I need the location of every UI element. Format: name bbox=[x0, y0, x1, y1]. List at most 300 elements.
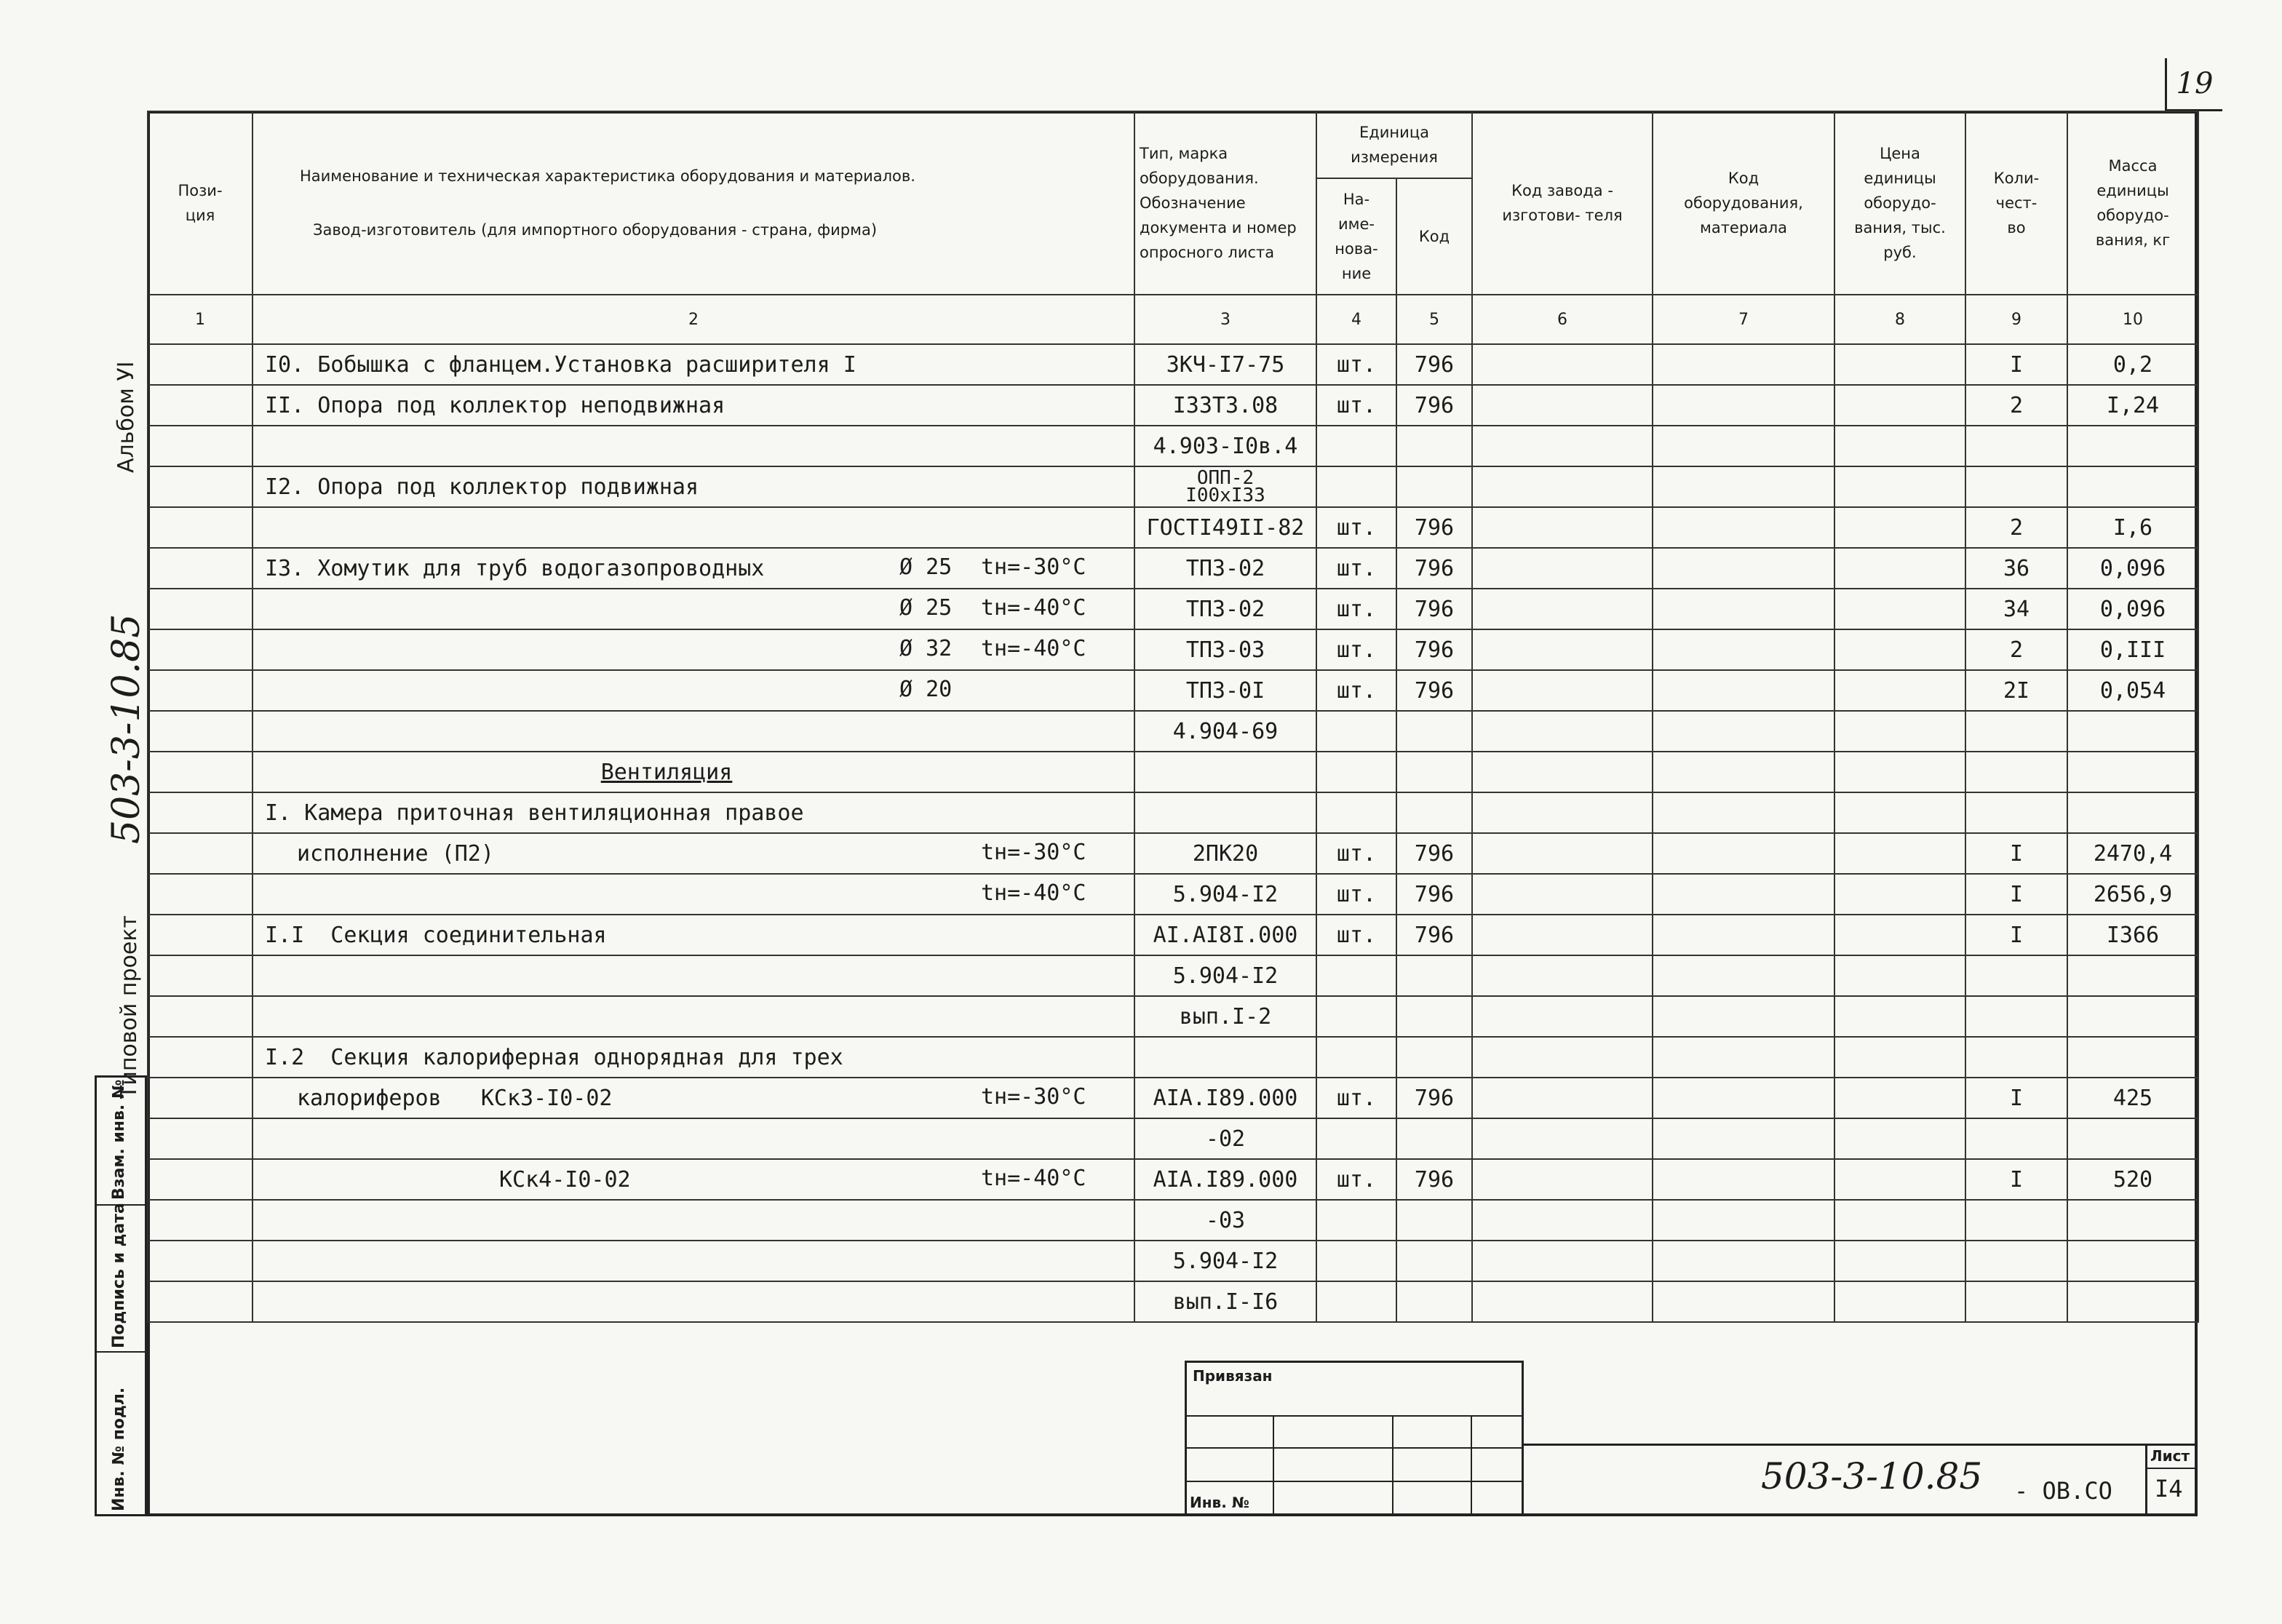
row-mass: 520 bbox=[2067, 1159, 2198, 1200]
row-price bbox=[1834, 466, 1965, 507]
row-name bbox=[253, 1037, 1134, 1078]
row-quantity: I bbox=[1965, 874, 2067, 915]
row-name bbox=[253, 507, 1134, 548]
table-row bbox=[148, 507, 2198, 548]
col-number: 4 bbox=[1316, 295, 1396, 344]
row-name bbox=[253, 1118, 1134, 1159]
header-equipment-code: Код оборудования, материала bbox=[1653, 111, 1834, 295]
row-type: ТП3-0I bbox=[1134, 670, 1316, 711]
row-equipment-code bbox=[1653, 1241, 1834, 1281]
row-unit: шт. bbox=[1316, 507, 1396, 548]
row-mass: I366 bbox=[2067, 915, 2198, 955]
row-equipment-code bbox=[1653, 833, 1834, 874]
row-plant-code bbox=[1472, 385, 1653, 426]
row-plant-code bbox=[1472, 670, 1653, 711]
row-mass: 0,054 bbox=[2067, 670, 2198, 711]
row-type: вып.I-2 bbox=[1134, 996, 1316, 1037]
sheet-corner-number: 19 bbox=[2165, 58, 2222, 111]
row-quantity bbox=[1965, 1281, 2067, 1322]
row-unit: шт. bbox=[1316, 589, 1396, 629]
row-position bbox=[148, 466, 253, 507]
row-price bbox=[1834, 711, 1965, 752]
row-plant-code bbox=[1472, 833, 1653, 874]
row-price bbox=[1834, 874, 1965, 915]
typical-project-label: Типовой проект bbox=[116, 915, 142, 1099]
row-unit-code bbox=[1396, 466, 1472, 507]
row-price bbox=[1834, 996, 1965, 1037]
row-plant-code bbox=[1472, 1037, 1653, 1078]
row-mass: 0,III bbox=[2067, 629, 2198, 670]
row-price bbox=[1834, 1281, 1965, 1322]
diameter-label: Ø 32 bbox=[899, 636, 953, 661]
specification-table bbox=[147, 111, 2199, 1323]
table-row bbox=[148, 1241, 2198, 1281]
row-position bbox=[148, 385, 253, 426]
row-plant-code bbox=[1472, 507, 1653, 548]
row-position bbox=[148, 996, 253, 1037]
header-unit-code: Код bbox=[1396, 178, 1472, 295]
row-plant-code bbox=[1472, 1078, 1653, 1118]
temperature-label: tн=-40°С bbox=[981, 636, 1086, 661]
row-type: -03 bbox=[1134, 1200, 1316, 1241]
row-position bbox=[148, 1159, 253, 1200]
row-unit-code: 796 bbox=[1396, 1159, 1472, 1200]
row-mass: I,6 bbox=[2067, 507, 2198, 548]
row-mass bbox=[2067, 711, 2198, 752]
row-unit: шт. bbox=[1316, 385, 1396, 426]
row-unit bbox=[1316, 466, 1396, 507]
footer-doc-suffix: - ОВ.СО bbox=[2014, 1477, 2112, 1505]
row-position bbox=[148, 629, 253, 670]
row-name bbox=[253, 955, 1134, 996]
row-unit-code bbox=[1396, 426, 1472, 466]
row-quantity: 36 bbox=[1965, 548, 2067, 589]
row-name bbox=[253, 752, 1134, 792]
table-row bbox=[148, 670, 2198, 711]
row-type bbox=[1134, 752, 1316, 792]
row-quantity: 2 bbox=[1965, 507, 2067, 548]
row-quantity: 2 bbox=[1965, 629, 2067, 670]
row-position bbox=[148, 589, 253, 629]
row-quantity bbox=[1965, 792, 2067, 833]
header-row bbox=[148, 111, 2198, 178]
row-unit-code: 796 bbox=[1396, 507, 1472, 548]
row-equipment-code bbox=[1653, 1200, 1834, 1241]
row-name-text: II. Опора под коллектор неподвижная bbox=[265, 392, 725, 418]
row-price bbox=[1834, 344, 1965, 385]
row-plant-code bbox=[1472, 1200, 1653, 1241]
row-plant-code bbox=[1472, 915, 1653, 955]
row-unit bbox=[1316, 792, 1396, 833]
header-name: Наименование и техническая характеристика оборудования и материалов. Завод-изготовитель (для импортного оборудования - страна, фирма) bbox=[253, 111, 1134, 295]
row-position bbox=[148, 833, 253, 874]
row-equipment-code bbox=[1653, 792, 1834, 833]
row-name bbox=[253, 1281, 1134, 1322]
row-price bbox=[1834, 1078, 1965, 1118]
row-equipment-code bbox=[1653, 589, 1834, 629]
row-type: 5.904-I2 bbox=[1134, 874, 1316, 915]
stamp-replace-label: Взам. инв. № bbox=[110, 1079, 128, 1200]
row-unit-code: 796 bbox=[1396, 629, 1472, 670]
row-mass bbox=[2067, 996, 2198, 1037]
row-equipment-code bbox=[1653, 385, 1834, 426]
row-unit bbox=[1316, 1118, 1396, 1159]
row-price bbox=[1834, 507, 1965, 548]
row-plant-code bbox=[1472, 466, 1653, 507]
row-price bbox=[1834, 1037, 1965, 1078]
row-plant-code bbox=[1472, 792, 1653, 833]
header-quantity: Коли- чест- во bbox=[1965, 111, 2067, 295]
row-price bbox=[1834, 833, 1965, 874]
row-price bbox=[1834, 426, 1965, 466]
temperature-label: tн=-40°С bbox=[981, 1166, 1086, 1191]
row-position bbox=[148, 752, 253, 792]
row-price bbox=[1834, 629, 1965, 670]
col-number: 9 bbox=[1965, 295, 2067, 344]
row-type: ОПП-2 I00хI33 bbox=[1134, 466, 1316, 507]
row-plant-code bbox=[1472, 1281, 1653, 1322]
row-type bbox=[1134, 1037, 1316, 1078]
col-number: 5 bbox=[1396, 295, 1472, 344]
diameter-label: Ø 25 bbox=[899, 595, 953, 621]
row-type: 4.904-69 bbox=[1134, 711, 1316, 752]
row-plant-code bbox=[1472, 426, 1653, 466]
row-unit bbox=[1316, 1037, 1396, 1078]
row-unit: шт. bbox=[1316, 833, 1396, 874]
row-name bbox=[253, 1078, 1134, 1118]
row-type: 5.904-I2 bbox=[1134, 955, 1316, 996]
temperature-label: tн=-30°С bbox=[981, 840, 1086, 865]
row-plant-code bbox=[1472, 344, 1653, 385]
table-row bbox=[148, 589, 2198, 629]
diameter-label: Ø 20 bbox=[899, 677, 953, 702]
project-code-vertical: 503-3-10.85 bbox=[105, 613, 148, 844]
table-row bbox=[148, 1281, 2198, 1322]
table-row bbox=[148, 385, 2198, 426]
header-price: Цена единицы оборудо- вания, тыс. руб. bbox=[1834, 111, 1965, 295]
row-plant-code bbox=[1472, 1159, 1653, 1200]
header-unit-name: На- име- нова- ние bbox=[1316, 178, 1396, 295]
row-quantity bbox=[1965, 466, 2067, 507]
row-price bbox=[1834, 670, 1965, 711]
sheet-value: I4 bbox=[2155, 1475, 2183, 1502]
row-unit: шт. bbox=[1316, 915, 1396, 955]
row-unit-code: 796 bbox=[1396, 670, 1472, 711]
row-mass bbox=[2067, 1037, 2198, 1078]
row-mass bbox=[2067, 792, 2198, 833]
row-type bbox=[1134, 792, 1316, 833]
row-quantity: I bbox=[1965, 915, 2067, 955]
row-equipment-code bbox=[1653, 344, 1834, 385]
table-row bbox=[148, 344, 2198, 385]
row-price bbox=[1834, 1118, 1965, 1159]
row-mass: 0,2 bbox=[2067, 344, 2198, 385]
row-position bbox=[148, 955, 253, 996]
row-type: ТП3-02 bbox=[1134, 589, 1316, 629]
col-number: 1 bbox=[148, 295, 253, 344]
row-unit-code bbox=[1396, 711, 1472, 752]
row-type: ТП3-03 bbox=[1134, 629, 1316, 670]
row-price bbox=[1834, 752, 1965, 792]
row-unit: шт. bbox=[1316, 1078, 1396, 1118]
sheet-label: Лист bbox=[2150, 1447, 2190, 1465]
row-position bbox=[148, 1281, 253, 1322]
footer-divider bbox=[1524, 1444, 2198, 1446]
row-name-text: калориферов КСк3-I0-02 bbox=[297, 1085, 613, 1111]
table-row bbox=[148, 1037, 2198, 1078]
row-quantity bbox=[1965, 955, 2067, 996]
row-position bbox=[148, 1241, 253, 1281]
row-quantity: 2I bbox=[1965, 670, 2067, 711]
stamp-inv-label: Инв. № подл. bbox=[110, 1387, 128, 1511]
album-label: Альбом УI bbox=[114, 361, 139, 473]
row-unit-code bbox=[1396, 1241, 1472, 1281]
row-name bbox=[253, 548, 1134, 589]
row-quantity bbox=[1965, 711, 2067, 752]
row-mass bbox=[2067, 1241, 2198, 1281]
table-row bbox=[148, 874, 2198, 915]
row-plant-code bbox=[1472, 752, 1653, 792]
row-unit-code bbox=[1396, 1118, 1472, 1159]
table-row bbox=[148, 1118, 2198, 1159]
row-price bbox=[1834, 955, 1965, 996]
row-equipment-code bbox=[1653, 629, 1834, 670]
row-type: -02 bbox=[1134, 1118, 1316, 1159]
row-mass bbox=[2067, 1118, 2198, 1159]
row-quantity bbox=[1965, 1118, 2067, 1159]
row-plant-code bbox=[1472, 874, 1653, 915]
privyazan-label: Привязан bbox=[1193, 1367, 1273, 1385]
header-plant-code: Код завода - изготови- теля bbox=[1472, 111, 1653, 295]
row-unit-code bbox=[1396, 996, 1472, 1037]
row-name bbox=[253, 1241, 1134, 1281]
row-name-text: I.2 Секция калориферная однорядная для трех bbox=[265, 1044, 843, 1070]
row-name-text: I.I Секция соединительная bbox=[265, 922, 607, 948]
binding-stamp bbox=[1185, 1361, 1524, 1516]
header-position: Пози- ция bbox=[148, 111, 253, 295]
row-unit bbox=[1316, 996, 1396, 1037]
row-plant-code bbox=[1472, 1118, 1653, 1159]
row-name-text: КСк4-I0-02 bbox=[499, 1166, 631, 1193]
col-number: 2 bbox=[253, 295, 1134, 344]
row-price bbox=[1834, 1241, 1965, 1281]
row-unit: шт. bbox=[1316, 1159, 1396, 1200]
table-row bbox=[148, 996, 2198, 1037]
row-position bbox=[148, 1200, 253, 1241]
table-row bbox=[148, 833, 2198, 874]
row-type: АIА.I89.000 bbox=[1134, 1078, 1316, 1118]
row-name bbox=[253, 996, 1134, 1037]
header-mass: Масса единицы оборудо- вания, кг bbox=[2067, 111, 2198, 295]
row-name bbox=[253, 711, 1134, 752]
row-plant-code bbox=[1472, 996, 1653, 1037]
row-name-text: исполнение (П2) bbox=[297, 840, 494, 867]
row-name-text: I2. Опора под коллектор подвижная bbox=[265, 474, 699, 500]
row-plant-code bbox=[1472, 955, 1653, 996]
table-row bbox=[148, 1078, 2198, 1118]
row-price bbox=[1834, 548, 1965, 589]
row-name-text: I3. Хомутик для труб водогазопроводных bbox=[265, 555, 765, 581]
row-quantity: I bbox=[1965, 344, 2067, 385]
row-plant-code bbox=[1472, 548, 1653, 589]
row-position bbox=[148, 548, 253, 589]
row-equipment-code bbox=[1653, 752, 1834, 792]
row-unit-code: 796 bbox=[1396, 1078, 1472, 1118]
row-equipment-code bbox=[1653, 1159, 1834, 1200]
table-row bbox=[148, 792, 2198, 833]
col-number: 7 bbox=[1653, 295, 1834, 344]
row-type: АI.АI8I.000 bbox=[1134, 915, 1316, 955]
table-row bbox=[148, 752, 2198, 792]
row-quantity bbox=[1965, 1037, 2067, 1078]
row-price bbox=[1834, 385, 1965, 426]
row-price bbox=[1834, 589, 1965, 629]
row-price bbox=[1834, 792, 1965, 833]
row-equipment-code bbox=[1653, 466, 1834, 507]
footer-doc-code: 503-3-10.85 bbox=[1761, 1455, 1983, 1497]
row-name-text: I. Камера приточная вентиляционная правое bbox=[265, 800, 804, 826]
row-position bbox=[148, 1118, 253, 1159]
row-unit: шт. bbox=[1316, 874, 1396, 915]
row-name bbox=[253, 344, 1134, 385]
row-quantity bbox=[1965, 752, 2067, 792]
table-row bbox=[148, 1200, 2198, 1241]
row-name bbox=[253, 833, 1134, 874]
row-equipment-code bbox=[1653, 996, 1834, 1037]
row-position bbox=[148, 711, 253, 752]
diameter-label: Ø 25 bbox=[899, 554, 953, 580]
row-mass: 2656,9 bbox=[2067, 874, 2198, 915]
col-number: 3 bbox=[1134, 295, 1316, 344]
row-equipment-code bbox=[1653, 1118, 1834, 1159]
row-type: 2ПК20 bbox=[1134, 833, 1316, 874]
row-mass bbox=[2067, 466, 2198, 507]
row-unit: шт. bbox=[1316, 344, 1396, 385]
row-quantity: I bbox=[1965, 1159, 2067, 1200]
column-numbers-row bbox=[148, 295, 2198, 344]
row-position bbox=[148, 792, 253, 833]
row-type: 3КЧ-I7-75 bbox=[1134, 344, 1316, 385]
row-position bbox=[148, 915, 253, 955]
section-heading: Вентиляция bbox=[600, 759, 733, 785]
row-equipment-code bbox=[1653, 1037, 1834, 1078]
header-type: Тип, марка оборудования. Обозначение документа и номер опросного листа bbox=[1134, 111, 1316, 295]
row-unit-code bbox=[1396, 1037, 1472, 1078]
row-unit bbox=[1316, 1281, 1396, 1322]
row-name bbox=[253, 589, 1134, 629]
row-equipment-code bbox=[1653, 548, 1834, 589]
row-mass: 2470,4 bbox=[2067, 833, 2198, 874]
row-unit: шт. bbox=[1316, 670, 1396, 711]
row-position bbox=[148, 1078, 253, 1118]
row-equipment-code bbox=[1653, 1281, 1834, 1322]
row-position bbox=[148, 426, 253, 466]
row-quantity: I bbox=[1965, 1078, 2067, 1118]
row-equipment-code bbox=[1653, 1078, 1834, 1118]
table-row bbox=[148, 1159, 2198, 1200]
row-unit-code bbox=[1396, 1281, 1472, 1322]
row-unit: шт. bbox=[1316, 548, 1396, 589]
header-unit: Единица измерения bbox=[1316, 111, 1472, 178]
row-equipment-code bbox=[1653, 507, 1834, 548]
row-equipment-code bbox=[1653, 874, 1834, 915]
row-price bbox=[1834, 915, 1965, 955]
row-price bbox=[1834, 1200, 1965, 1241]
table-row bbox=[148, 711, 2198, 752]
row-quantity: 34 bbox=[1965, 589, 2067, 629]
row-unit bbox=[1316, 955, 1396, 996]
row-plant-code bbox=[1472, 711, 1653, 752]
row-position bbox=[148, 344, 253, 385]
row-mass bbox=[2067, 955, 2198, 996]
row-position bbox=[148, 507, 253, 548]
row-unit-code bbox=[1396, 792, 1472, 833]
row-unit bbox=[1316, 1241, 1396, 1281]
col-number: 6 bbox=[1472, 295, 1653, 344]
row-unit bbox=[1316, 426, 1396, 466]
row-unit-code: 796 bbox=[1396, 548, 1472, 589]
row-plant-code bbox=[1472, 629, 1653, 670]
row-unit-code bbox=[1396, 1200, 1472, 1241]
row-mass: 425 bbox=[2067, 1078, 2198, 1118]
inv-no-label: Инв. № bbox=[1190, 1494, 1249, 1511]
row-unit-code: 796 bbox=[1396, 833, 1472, 874]
row-type: 4.903-I0в.4 bbox=[1134, 426, 1316, 466]
row-equipment-code bbox=[1653, 426, 1834, 466]
row-name bbox=[253, 792, 1134, 833]
row-unit bbox=[1316, 752, 1396, 792]
row-plant-code bbox=[1472, 589, 1653, 629]
temperature-label: tн=-40°С bbox=[981, 880, 1086, 906]
table-row bbox=[148, 629, 2198, 670]
row-mass bbox=[2067, 752, 2198, 792]
row-type: АIА.I89.000 bbox=[1134, 1159, 1316, 1200]
row-type: I33Т3.08 bbox=[1134, 385, 1316, 426]
row-mass bbox=[2067, 1200, 2198, 1241]
row-type: 5.904-I2 bbox=[1134, 1241, 1316, 1281]
row-name-text: I0. Бобышка с фланцем.Установка расширителя I bbox=[265, 351, 856, 378]
row-mass bbox=[2067, 426, 2198, 466]
row-unit: шт. bbox=[1316, 629, 1396, 670]
row-quantity bbox=[1965, 1200, 2067, 1241]
row-name bbox=[253, 915, 1134, 955]
row-position bbox=[148, 1037, 253, 1078]
row-equipment-code bbox=[1653, 915, 1834, 955]
row-quantity bbox=[1965, 1241, 2067, 1281]
row-quantity: 2 bbox=[1965, 385, 2067, 426]
temperature-label: tн=-30°С bbox=[981, 1084, 1086, 1110]
row-mass bbox=[2067, 1281, 2198, 1322]
col-number: 10 bbox=[2067, 295, 2198, 344]
row-type: ТП3-02 bbox=[1134, 548, 1316, 589]
row-plant-code bbox=[1472, 1241, 1653, 1281]
temperature-label: tн=-40°С bbox=[981, 595, 1086, 621]
stamp-column bbox=[95, 1075, 147, 1516]
row-price bbox=[1834, 1159, 1965, 1200]
row-unit-code bbox=[1396, 955, 1472, 996]
row-unit-code: 796 bbox=[1396, 915, 1472, 955]
table-row bbox=[148, 466, 2198, 507]
row-unit-code bbox=[1396, 752, 1472, 792]
row-position bbox=[148, 874, 253, 915]
row-name bbox=[253, 670, 1134, 711]
row-unit bbox=[1316, 711, 1396, 752]
row-mass: 0,096 bbox=[2067, 548, 2198, 589]
row-quantity: I bbox=[1965, 833, 2067, 874]
row-name bbox=[253, 385, 1134, 426]
table-row bbox=[148, 426, 2198, 466]
row-type: ГОСТI49II-82 bbox=[1134, 507, 1316, 548]
